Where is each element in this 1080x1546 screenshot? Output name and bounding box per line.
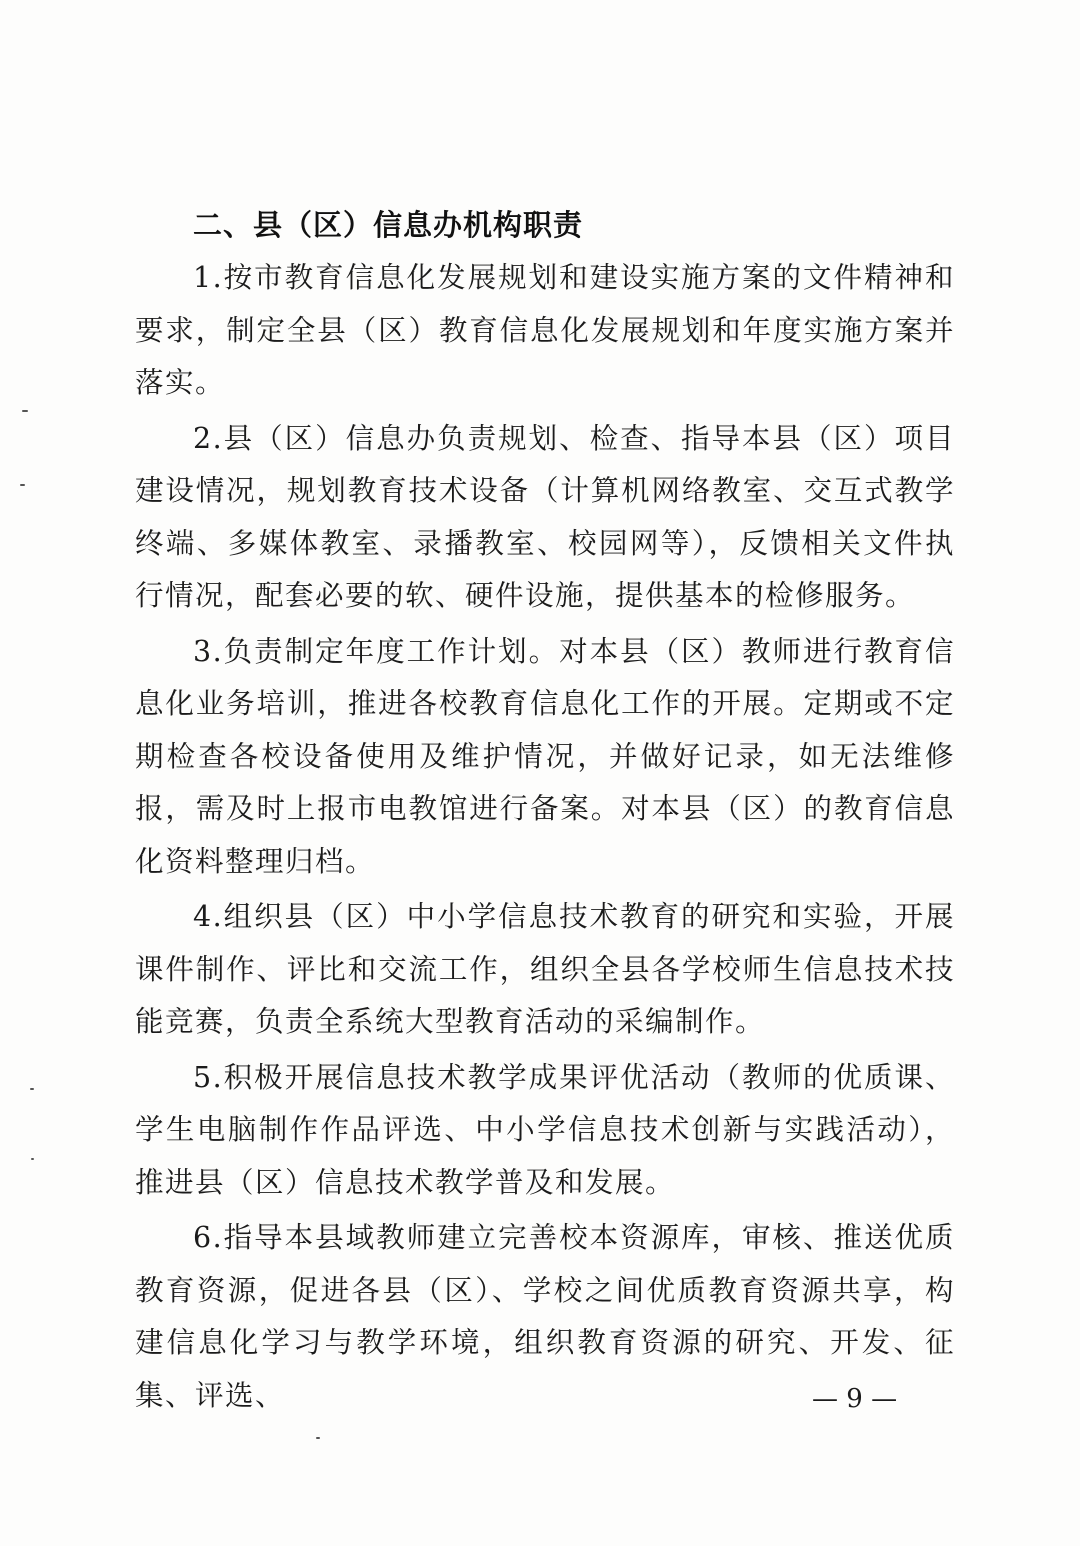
- paragraph-4: 4.组织县（区）中小学信息技术教育的研究和实验，开展课件制作、评比和交流工作，组织全县各学校师生信息技术技能竞赛，负责全系统大型教育活动的采编制作。: [135, 900, 955, 1038]
- paragraph-3: 3.负责制定年度工作计划。对本县（区）教师进行教育信息化业务培训，推进各校教育信息化工作的开展。定期或不定期检查各校设备使用及维护情况，并做好记录，如无法维修报，需及时上报市电教馆进行备案。对本县（区）的教育信息化资料整理归档。: [135, 634, 955, 878]
- paragraph-5: 5.积极开展信息技术教学成果评优活动（教师的优质课、学生电脑制作作品评选、中小学信息技术创新与实践活动），推进县（区）信息技术教学普及和发展。: [135, 1060, 955, 1199]
- paragraph-1: 1.按市教育信息化发展规划和建设实施方案的文件精神和要求，制定全县（区）教育信息化发展规划和年度实施方案并落实。: [135, 261, 955, 399]
- document-body: [135, 198, 955, 1425]
- scan-speck: [316, 1437, 320, 1439]
- paragraph-6: 6.指导本县域教师建立完善校本资源库，审核、推送优质教育资源，促进各县（区）、学校之间优质教育资源共享，构建信息化学习与教学环境，组织教育资源的研究、开发、征集、评选、: [135, 1221, 955, 1412]
- paragraph-2: 2.县（区）信息办负责规划、检查、指导本县（区）项目建设情况，规划教育技术设备（计算机网络教室、交互式教学终端、多媒体教室、录播教室、校园网等），反馈相关文件执行情况，配套必要的软、硬件设施，提供基本的检修服务。: [135, 421, 955, 612]
- page-number: — 9 —: [812, 1384, 898, 1414]
- scan-speck: [20, 484, 25, 486]
- section-heading: 二、县（区）信息办机构职责: [193, 208, 584, 242]
- scan-speck: [31, 1158, 34, 1160]
- scan-speck: [22, 410, 28, 412]
- scan-speck: [30, 1088, 34, 1090]
